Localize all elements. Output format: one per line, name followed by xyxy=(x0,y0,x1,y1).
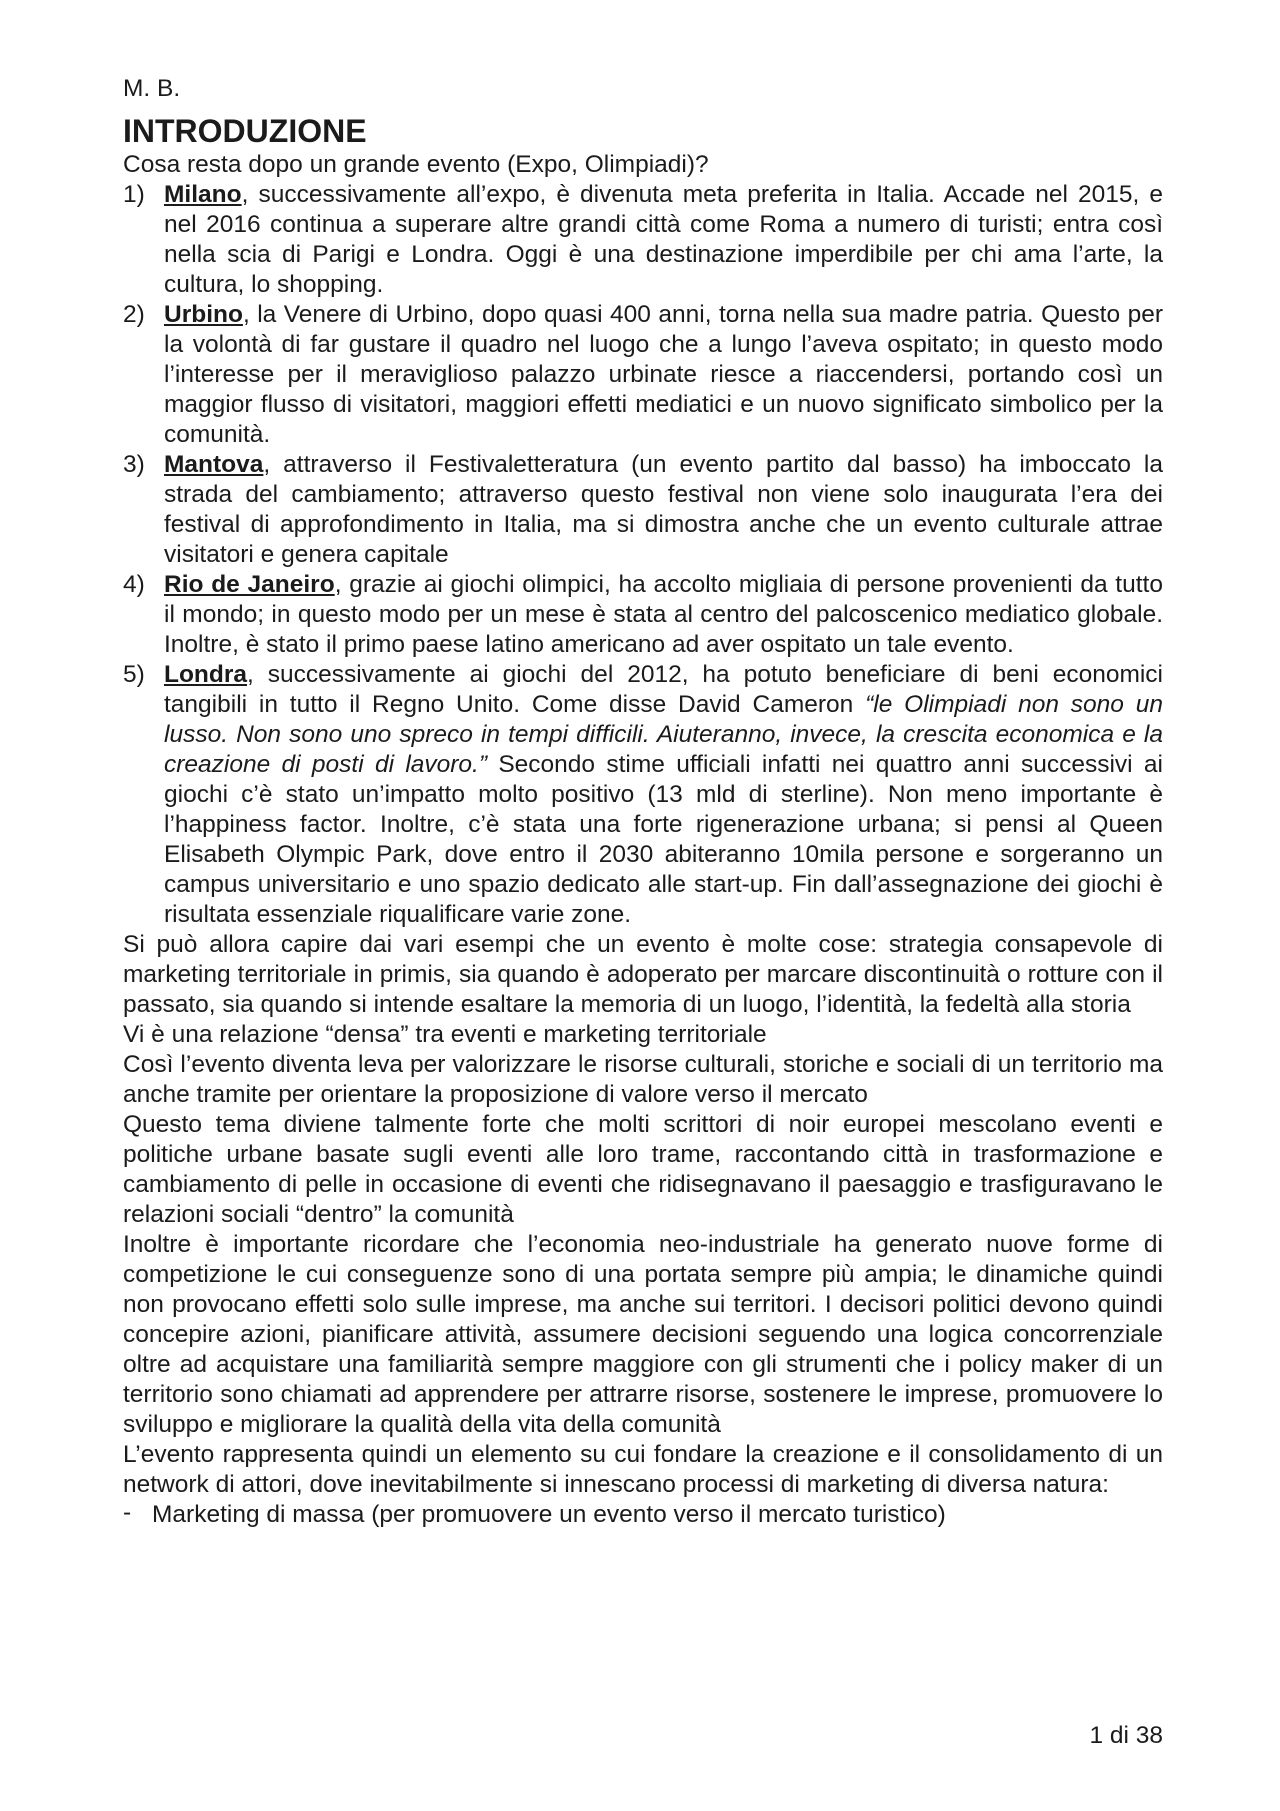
intro-question: Cosa resta dopo un grande evento (Expo, Olimpiadi)? xyxy=(123,151,709,178)
list-item-urbino xyxy=(123,300,1163,450)
page-number: 1 di 38 xyxy=(1089,1722,1163,1749)
place-name-mantova: Mantova xyxy=(164,451,264,478)
list-item-text: , successivamente ai giochi del 2012, ha potuto beneficiare di beni economici tangibili in tutto il Regno Unito. Come disse David Cameron xyxy=(164,661,1163,718)
marketing-types-list xyxy=(123,1500,1163,1530)
place-name-milano: Milano xyxy=(164,181,242,208)
list-number: 4) xyxy=(123,571,145,598)
page-content xyxy=(123,74,1163,1530)
place-name-urbino: Urbino xyxy=(164,301,243,328)
body-paragraph: Vi è una relazione “densa” tra eventi e marketing territoriale xyxy=(123,1021,767,1048)
cameron-quote: “le Olimpiadi non sono un lusso. Non sono uno spreco in tempi difficili. Aiuteranno, invece, la crescita economica e la creazione di posti di lavoro.” xyxy=(164,691,1163,778)
author-initials: M. B. xyxy=(123,75,181,102)
list-item-text: , successivamente all’expo, è divenuta meta preferita in Italia. Accade nel 2015, e nel 2016 continua a superare altre grandi città come Roma a numero di turisti; entra così nella scia di Parigi e Londra. Oggi è una destinazione imperdibile per chi ama l’arte, la cultura, lo shopping. xyxy=(164,181,1163,298)
place-name-londra: Londra xyxy=(164,661,248,688)
list-item-text: , la Venere di Urbino, dopo quasi 400 anni, torna nella sua madre patria. Questo per la volontà di far gustare il quadro nel luogo che a lungo l’aveva ospitato; in questo modo l’interesse per il meraviglioso palazzo urbinate riesce a riaccendersi, portando così un maggior flusso di visitatori, maggiori effetti mediatici e un nuovo significato simbolico per la comunità. xyxy=(164,301,1163,448)
list-item-londra xyxy=(123,660,1163,930)
section-heading: INTRODUZIONE xyxy=(123,113,367,149)
list-item-text: , grazie ai giochi olimpici, ha accolto migliaia di persone provenienti da tutto il mondo; in questo modo per un mese è stata al centro del palcoscenico mediatico globale. Inoltre, è stato il primo paese latino americano ad aver ospitato un tale evento. xyxy=(164,571,1163,658)
body-paragraph: L’evento rappresenta quindi un elemento su cui fondare la creazione e il consolidamento di un network di attori, dove inevitabilmente si innescano processi di marketing di diversa natura: xyxy=(123,1441,1163,1498)
list-number: 5) xyxy=(123,661,145,688)
place-name-rio-de-janeiro: Rio de Janeiro xyxy=(164,571,335,598)
list-item-text: , attraverso il Festivaletteratura (un evento partito dal basso) ha imboccato la strada del cambiamento; attraverso questo festival non viene solo inaugurata l’era dei festival di approfondimento in Italia, ma si dimostra anche che un evento culturale attrae visitatori e genera capitale xyxy=(164,451,1163,568)
list-item-text: Secondo stime ufficiali infatti nei quattro anni successivi ai giochi c’è stato un’impatto molto positivo (13 mld di sterline). Non meno importante è l’happiness factor. Inoltre, c’è stata una forte rigenerazione urbana; si pensi al Queen Elisabeth Olympic Park, dove entro il 2030 abiteranno 10mila persone e sorgeranno un campus universitario e uno spazio dedicato alle start-up. Fin dall’assegnazione dei giochi è risultata essenziale riqualificare varie zone. xyxy=(164,751,1163,928)
body-paragraph: Questo tema diviene talmente forte che molti scrittori di noir europei mescolano eventi e politiche urbane basate sugli eventi alle loro trame, raccontando città in trasformazione e cambiamento di pelle in occasione di eventi che ridisegnavano il paesaggio e trasfiguravano le relazioni sociali “dentro” la comunità xyxy=(123,1111,1163,1228)
body-paragraph: Si può allora capire dai vari esempi che un evento è molte cose: strategia consapevole di marketing territoriale in primis, sia quando è adoperato per marcare discontinuità o rotture con il passato, sia quando si intende esaltare la memoria di un luogo, l’identità, la fedeltà alla storia xyxy=(123,931,1163,1018)
bullet-text: Marketing di massa (per promuovere un evento verso il mercato turistico) xyxy=(152,1501,946,1528)
body-paragraph: Così l’evento diventa leva per valorizzare le risorse culturali, storiche e sociali di un territorio ma anche tramite per orientare la proposizione di valore verso il mercato xyxy=(123,1051,1163,1108)
list-item-mantova xyxy=(123,450,1163,570)
examples-list xyxy=(123,180,1163,930)
list-number: 3) xyxy=(123,451,145,478)
list-item xyxy=(123,1500,1163,1530)
list-number: 2) xyxy=(123,301,145,328)
body-paragraph: Inoltre è importante ricordare che l’economia neo-industriale ha generato nuove forme di competizione le cui conseguenze sono di una portata sempre più ampia; le dinamiche quindi non provocano effetti solo sulle imprese, ma anche sui territori. I decisori politici devono quindi concepire azioni, pianificare attività, assumere decisioni seguendo una logica concorrenziale oltre ad acquistare una familiarità sempre maggiore con gli strumenti che i policy maker di un territorio sono chiamati ad apprendere per attrarre risorse, sostenere le imprese, promuovere lo sviluppo e migliorare la qualità della vita della comunità xyxy=(123,1231,1163,1438)
dash-bullet: - xyxy=(123,1499,132,1526)
list-item-rio xyxy=(123,570,1163,660)
list-number: 1) xyxy=(123,181,145,208)
list-item-milano xyxy=(123,180,1163,300)
